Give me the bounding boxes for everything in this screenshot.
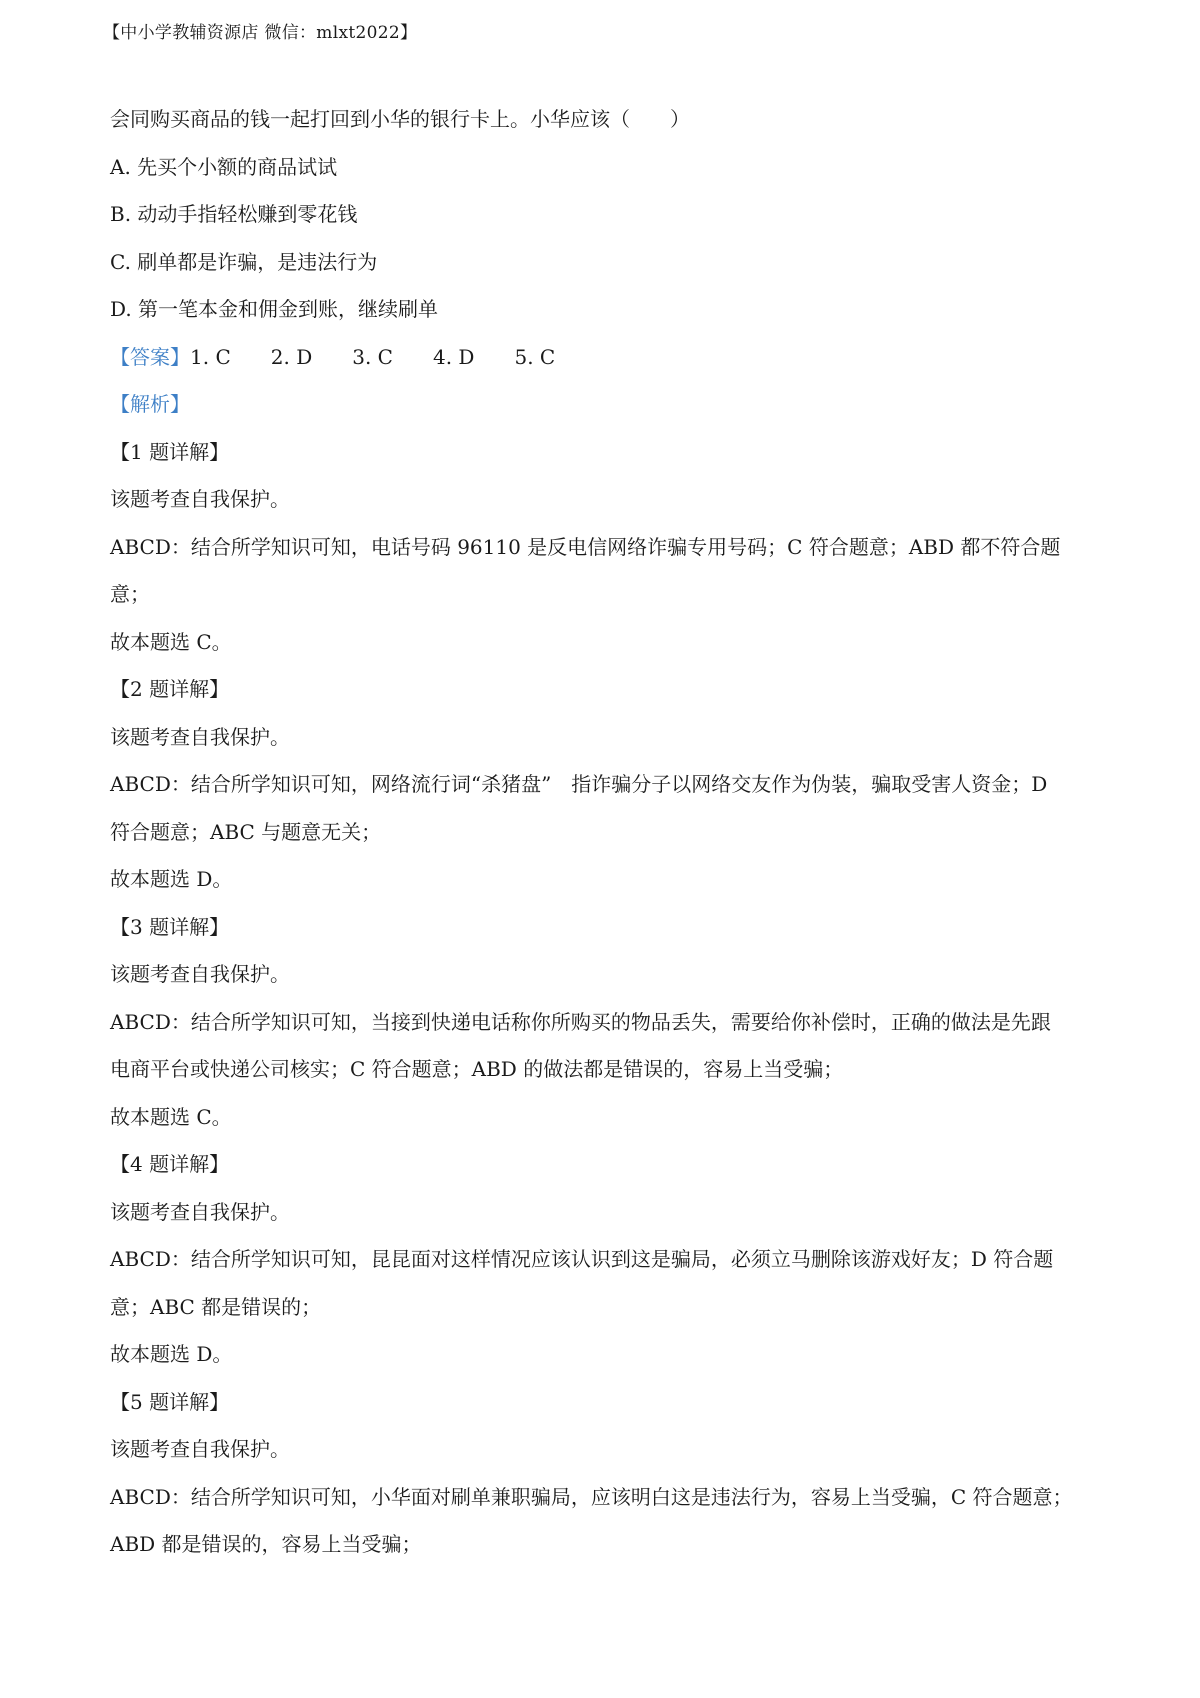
detail-explanation-2: ABCD：结合所学知识可知，网络流行词“杀猪盘” 指诈骗分子以网络交友作为伪装，骗取受害人资金；D xyxy=(110,772,1048,796)
detail-conclusion-1: 故本题选 C。 xyxy=(110,629,232,654)
watermark-header: 【中小学教辅资源店 微信：mlxt2022】 xyxy=(103,23,418,43)
answer-item: 5. C xyxy=(514,344,556,369)
detail-heading-1: 【1 题详解】 xyxy=(110,439,230,464)
option-d: D. 第一笔本金和佣金到账，继续刷单 xyxy=(110,297,439,321)
option-a: A. 先买个小额的商品试试 xyxy=(110,154,338,179)
detail-conclusion-4: 故本题选 D。 xyxy=(110,1342,233,1366)
detail-heading-3: 【3 题详解】 xyxy=(110,914,230,939)
analysis-label: 【解析】 xyxy=(110,392,190,416)
detail-topic-5: 该题考查自我保护。 xyxy=(110,1437,290,1461)
detail-topic-1: 该题考查自我保护。 xyxy=(110,487,290,511)
answer-item: 3. C xyxy=(352,344,393,369)
page-content xyxy=(110,96,1110,1569)
detail-explanation-4-cont: 意；ABC 都是错误的； xyxy=(110,1294,322,1319)
detail-explanation-1: ABCD：结合所学知识可知，电话号码 96110 是反电信网络诈骗专用号码；C 符合题意；ABD 都不符合题 xyxy=(110,534,1061,559)
question-stem-tail: 会同购买商品的钱一起打回到小华的银行卡上。小华应该（ ） xyxy=(110,107,690,131)
detail-heading-5: 【5 题详解】 xyxy=(110,1389,230,1414)
detail-explanation-5: ABCD：结合所学知识可知，小华面对刷单兼职骗局，应该明白这是违法行为，容易上当受骗，C 符合题意； xyxy=(110,1484,1073,1509)
answer-label: 【答案】 xyxy=(110,344,190,369)
detail-heading-4: 【4 题详解】 xyxy=(110,1152,230,1176)
detail-conclusion-3: 故本题选 C。 xyxy=(110,1104,232,1129)
detail-explanation-5-cont: ABD 都是错误的，容易上当受骗； xyxy=(110,1532,422,1556)
answer-item: 1. C xyxy=(190,344,231,369)
answer-item: 4. D xyxy=(432,344,475,369)
answer-item: 2. D xyxy=(270,344,313,369)
answer-row xyxy=(110,334,1110,382)
detail-explanation-3-cont: 电商平台或快递公司核实；C 符合题意；ABD 的做法都是错误的，容易上当受骗； xyxy=(110,1057,844,1081)
detail-topic-2: 该题考查自我保护。 xyxy=(110,724,290,749)
detail-explanation-2-cont: 符合题意；ABC 与题意无关； xyxy=(110,819,382,844)
option-b: B. 动动手指轻松赚到零花钱 xyxy=(110,202,358,226)
detail-conclusion-2: 故本题选 D。 xyxy=(110,867,233,891)
detail-explanation-1-cont: 意； xyxy=(110,582,150,606)
detail-heading-2: 【2 题详解】 xyxy=(110,677,230,701)
detail-explanation-4: ABCD：结合所学知识可知，昆昆面对这样情况应该认识到这是骗局，必须立马删除该游戏好友；D 符合题 xyxy=(110,1247,1054,1271)
detail-topic-4: 该题考查自我保护。 xyxy=(110,1199,290,1224)
detail-topic-3: 该题考查自我保护。 xyxy=(110,962,290,986)
option-c: C. 刷单都是诈骗，是违法行为 xyxy=(110,249,378,274)
detail-explanation-3: ABCD：结合所学知识可知，当接到快递电话称你所购买的物品丢失，需要给你补偿时，正确的做法是先跟 xyxy=(110,1009,1051,1034)
